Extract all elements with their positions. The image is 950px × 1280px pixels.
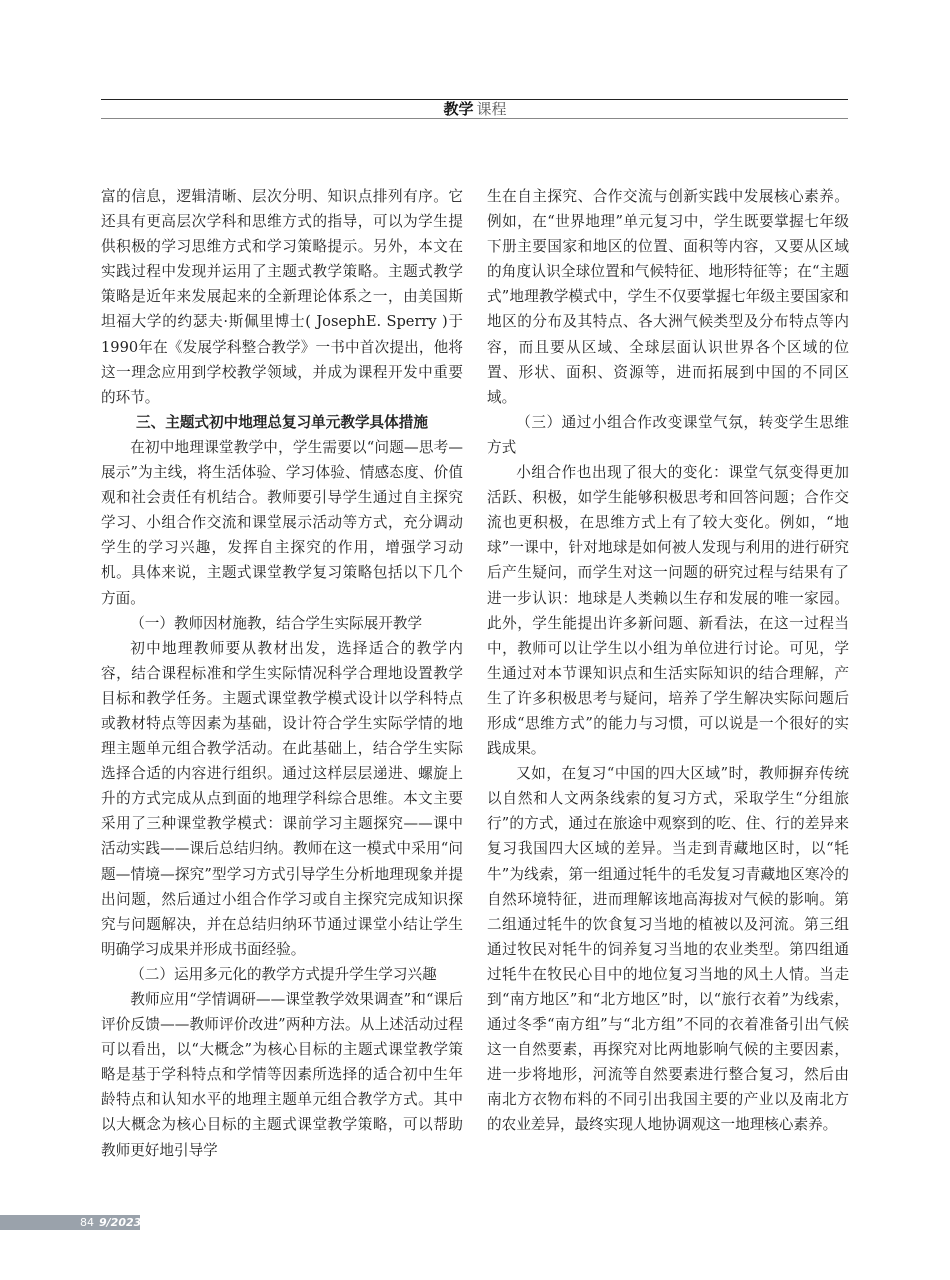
right-column [487,184,849,1138]
subsection-heading: （一）教师因材施教，结合学生实际展开教学 [130,614,423,632]
paragraph: 在初中地理课堂教学中，学生需要以“问题—思考—展示”为主线，将生活体验、学习体验、情感态度、价值观和社会责任有机结合。教师要引导学生通过自主探究学习、小组合作交流和课堂展示活动等方式，充分调动学生的学习兴趣，发挥自主探究的作用，增强学习动机。具体来说，主题式课堂教学复习策略包括以下几个方面。 [101,438,463,607]
paragraph: 富的信息，逻辑清晰、层次分明、知识点排列有序。它还具有更高层次学科和思维方式的指导，可以为学生提供积极的学习思维方式和学习策略提示。另外，本文在实践过程中发现并运用了主题式教学策略。主题式教学策略是近年来发展起来的全新理论体系之一，由美国斯坦福大学的约瑟夫·斯佩里博士( JosephE. Sperry )于1990年在《发展学科整合教学》一书中首次提出，他将这一理念应用到学校教学领域，并成为课程开发中重要的环节。 [101,188,463,406]
paragraph: 生在自主探究、合作交流与创新实践中发展核心素养。例如，在“世界地理”单元复习中，学生既要掌握七年级下册主要国家和地区的位置、面积等内容，又要从区域的角度认识全球位置和气候特征、地形特征等；在“主题式”地理教学模式中，学生不仅要掌握七年级主要国家和地区的分布及其特点、各大洲气候类型及分布特点等内容，而且要从区域、全球层面认识世界各个区域的位置、形状、面积、资源等，进而拓展到中国的不同区域。 [487,188,849,406]
left-column [101,184,463,1163]
running-header [0,100,950,118]
paragraph: 小组合作也出现了很大的变化：课堂气氛变得更加活跃、积极，如学生能够积极思考和回答问题；合作交流也更积极，在思维方式上有了较大变化。例如，“地球”一课中，针对地球是如何被人发现与利用的进行研究后产生疑问，而学生对这一问题的研究过程与结果有了进一步认识：地球是人类赖以生存和发展的唯一家园。此外，学生能提出许多新问题、新看法，在这一过程当中，教师可以让学生以小组为单位进行讨论。可见，学生通过对本节课知识点和生活实际知识的结合理解，产生了许多积极思考与疑问，培养了学生解决实际问题后形成“思维方式”的能力与习惯，可以说是一个很好的实践成果。 [487,464,849,758]
header-subsection: 课程 [476,100,507,118]
page-number: 84 [80,1216,94,1229]
subsection-heading: （二）运用多元化的教学方式提升学生学习兴趣 [130,965,437,983]
header-section: 教学 [443,100,474,118]
paragraph: 初中地理教师要从教材出发，选择适合的教学内容，结合课程标准和学生实际情况科学合理地设置教学目标和教学任务。主题式课堂教学模式设计以学科特点或教材特点等因素为基础，设计符合学生实际学情的地理主题单元组合教学活动。在此基础上，结合学生实际选择合适的内容进行组织。通过这样层层递进、螺旋上升的方式完成从点到面的地理学科综合思维。本文主要采用了三种课堂教学模式：课前学习主题探究——课中活动实践——课后总结归纳。教师在这一模式中采用“问题—情境—探究”型学习方式引导学生分析地理现象并提出问题，然后通过小组合作学习或自主探究完成知识探究与问题解决，并在总结归纳环节通过课堂小结让学生明确学习成果并形成书面经验。 [101,639,463,958]
issue-label: 9/2023 [99,1216,142,1229]
section-heading: 三、主题式初中地理总复习单元教学具体措施 [136,413,428,431]
paragraph: 又如，在复习“中国的四大区域”时，教师摒弃传统以自然和人文两条线索的复习方式，采取学生“分组旅行”的方式，通过在旅途中观察到的吃、住、行的差异来复习我国四大区域的差异。当走到青藏地区时，以“牦牛”为线索，第一组通过牦牛的毛发复习青藏地区寒冷的自然环境特征，进而理解该地高海拔对气候的影响。第二组通过牦牛的饮食复习当地的植被以及河流。第三组通过牧民对牦牛的饲养复习当地的农业类型。第四组通过牦牛在牧民心目中的地位复习当地的风土人情。当走到“南方地区”和“北方地区”时，以“旅行衣着”为线索，通过冬季“南方组”与“北方组”不同的衣着准备引出气候这一自然要素，再探究对比两地影响气候的主要因素，进一步将地形，河流等自然要素进行整合复习，然后由南北方衣物布料的不同引出我国主要的产业以及南北方的农业差异，最终实现人地协调观这一地理核心素养。 [487,765,849,1134]
paragraph: 教师应用“学情调研——课堂教学效果调查”和“课后评价反馈——教师评价改进”两种方法。从上述活动过程可以看出，以“大概念”为核心目标的主题式课堂教学策略是基于学科特点和学情等因素所选择的适合初中生年龄特点和认知水平的地理主题单元组合教学方式。其中以大概念为核心目标的主题式课堂教学策略，可以帮助教师更好地引导学 [101,991,463,1159]
subsection-heading: （三）通过小组合作改变课堂气氛，转变学生思维方式 [487,413,849,456]
footer [80,1215,141,1230]
header-rule-bottom [101,118,848,119]
